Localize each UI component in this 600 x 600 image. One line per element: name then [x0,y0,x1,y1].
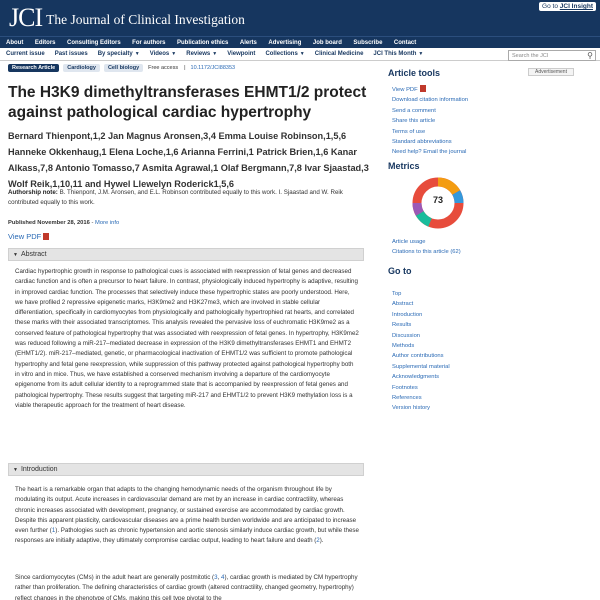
nav-alerts[interactable]: Alerts [239,39,257,46]
search-icon[interactable]: ⚲ [587,51,593,60]
text-run: Since cardiomyocytes (CMs) in the adult heart are generally postmitotic ( [15,574,215,581]
doi-link[interactable]: 10.1172/JCI88353 [190,65,236,71]
nav-editors[interactable]: Editors [34,39,56,46]
nav-label: Collections [265,51,298,57]
journal-name: The Journal of Clinical Investigation [46,12,245,27]
logo-mark: JCI [9,3,43,32]
goto-version-history[interactable]: Version history [392,405,431,412]
metrics-score: 73 [432,195,443,205]
nav-viewpoint[interactable] [227,51,255,57]
authorship-note [8,188,374,208]
view-pdf-label: View PDF [8,232,42,241]
author-list[interactable]: Bernard Thienpont,1,2 Jan Magnus Aronsen,3,4 Emma Louise Robinson,1,5,6 Hanneke Okkenhaug,1 Elena Loche,1,6 Arianna Ferrini,1 Patrick Brien,1,6 Kanar Alkass,7,8 Antonio Tomasso,7 Asmita Agrawal,1 Olaf Bergmann,7,8 Ivar Sjaastad,3 Wolf Reik,1,10,11 and Hywel Llewelyn Roderick1,5,6 [8,131,369,189]
goto-top[interactable]: Top [392,291,402,297]
goto-references[interactable]: References [392,395,422,402]
tool-standard-abbreviations[interactable]: Standard abbreviations [392,139,452,146]
pdf-icon [420,85,426,92]
nav-job-board[interactable]: Job board [312,39,342,46]
text-run: ), cardiac growth is mediated by CM hypertrophy rather than proliferation. The defining characteristics of cardiac growth (altered contractility, changed geometry, hypertrophy) reflect changes in the phenotype of CMs, making this cell type pivotal to the [15,574,358,600]
nav-label: Clinical Medicine [314,51,364,57]
goto-acknowledgments[interactable]: Acknowledgments [392,374,440,381]
nav-label: Viewpoint [227,51,256,57]
doi-separator: | [184,65,186,71]
authorship-note-text: B. Thienpont, J.M. Aronsen, and E.L. Robinson contributed equally to this work. I. Sjaastad and W. Reik contributed equally to this work. [8,189,343,206]
collapse-triangle-icon: ▼ [13,466,18,473]
goto-introduction[interactable]: Introduction [392,311,423,318]
tool-share-article[interactable]: Share this article [392,118,436,125]
goto-results[interactable]: Results [392,322,412,329]
published-date: Published November 28, 2016 [8,220,90,226]
abstract-section-toggle[interactable] [8,248,364,261]
nav-collections[interactable] [265,51,304,57]
nav-label: JCI This Month [373,51,417,57]
text-run: , [217,574,222,581]
chevron-down-icon: ▼ [134,51,140,57]
introduction-section-toggle[interactable] [8,463,364,476]
nav-publication-ethics[interactable]: Publication ethics [177,39,229,46]
publication-info [8,220,119,226]
chevron-down-icon: ▼ [212,51,218,57]
tool-terms-of-use[interactable]: Terms of use [392,128,426,135]
goto-prefix: Go to [542,3,558,10]
nav-label: Videos [149,51,170,57]
reference-link[interactable]: 3 [214,574,218,581]
nav-advertising[interactable]: Advertising [268,39,302,46]
goto-list [392,289,450,414]
collapse-triangle-icon: ▼ [13,251,18,258]
nav-about[interactable]: About [6,39,24,46]
metrics-heading: Metrics [388,161,420,171]
reference-link[interactable]: 4 [221,574,225,581]
citations-link[interactable]: Citations to this article (62) [392,249,461,256]
article-title: The H3K9 dimethyltransferases EHMT1/2 protect against pathological cardiac hypertrophy [8,84,367,121]
published-separator: - [91,220,96,226]
advertisement-label: Advertisement [528,68,574,76]
goto-discussion[interactable]: Discussion [392,332,421,339]
nav-consulting-editors[interactable]: Consulting Editors [67,39,121,46]
abstract-text: Cardiac hypertrophic growth in response to pathological cues is associated with reexpression of fetal genes and decreased cardiac function and is often a precursor to heart failure. In contrast, physiologically induced hypertrophy is adaptive, resulting in improved cardiac function. The processes that selectively induce these hypertrophic states are poorly understood. Here, we have profiled 2 repressive epigenetic marks, H3K9me2 and H3K27me3, which are involved in stable cellular differentiation, specifically in cardiomyocytes from physiologically and pathologically hypertrophied rat hearts, and correlated these marks with their associated transcriptomes. This analysis revealed the pervasive loss of euchromatic H3K9me2 as a conserved feature of pathological hypertrophy that was associated with reexpression of fetal genes. In hypertrophy, H3K9me2 was reduced following a miR-217–mediated decrease in expression of the H3K9 dimethyltransferases EHMT1 and EHMT2 (EHMT1/2). miR-217–mediated, genetic, or pharmacological inactivation of EHMT1/2 was sufficient to promote pathological hypertrophy and fetal gene reexpression, while suppression of this pathway protected against pathological hypertrophy both in vitro and in mice. Thus, we have established a conserved mechanism involving a departure of the cardiomyocyte epigenome from its adult cellular identity to a reprogrammed state that is accompanied by reexpression of fetal genes and pathological hypertrophy. These results suggest that targeting miR-217 and EHMT1/2 to prevent H3K9 methylation loss is a viable therapeutic approach for the treatment of heart disease. [15,268,359,409]
introduction-paragraph-1 [15,485,359,547]
tool-download-citation[interactable]: Download citation information [392,97,469,104]
journal-logo[interactable] [9,4,245,32]
tool-send-comment[interactable]: Send a comment [392,107,436,114]
category-cardiology[interactable]: Cardiology [63,64,100,72]
nav-clinical-medicine[interactable] [315,51,364,57]
reference-link[interactable]: 2 [316,537,320,545]
nav-past-issues[interactable] [55,51,88,57]
site-header [0,0,600,36]
metrics-links [392,237,461,258]
category-cell-biology[interactable]: Cell biology [104,64,143,72]
article-tags [8,64,235,72]
nav-contact[interactable]: Contact [393,39,417,46]
tool-label: View PDF [392,87,418,93]
nav-videos[interactable] [150,51,177,57]
reference-link[interactable]: 1 [51,527,56,535]
abstract-heading: Abstract [20,251,47,258]
authorship-note-label: Authorship note: [8,189,58,196]
nav-by-specialty[interactable] [98,51,140,57]
article-type-badge[interactable]: Research Article [8,64,59,72]
goto-supplemental-material[interactable]: Supplemental material [392,363,450,370]
nav-reviews[interactable] [186,51,217,57]
view-pdf-link[interactable] [8,232,49,241]
article-tools-list [392,85,468,158]
goto-heading: Go to [388,266,412,276]
tool-email-journal[interactable]: Need help? Email the journal [392,149,467,156]
goto-abstract[interactable]: Abstract [392,301,414,308]
chevron-down-icon: ▼ [418,51,424,57]
goto-insight-button[interactable] [539,2,596,11]
chevron-down-icon: ▼ [299,51,305,57]
nav-label: Reviews [186,51,211,57]
article-usage-link[interactable]: Article usage [392,239,426,245]
pdf-icon [43,233,49,240]
article-tools-heading: Article tools [388,68,441,78]
nav-current-issue[interactable] [6,51,45,57]
text-run: The heart is a remarkable organ that adapts to the changing hemodynamic needs of the organism throughout life by modulating its output. Acute increases in cardiovascular demand are met by an increase in cardiac contractility, whereas chronic increases associated with development, pregnancy, or sustained exercise are accommodated by cardiac growth. Despite this apparent plasticity, cardiovascular diseases are a prime health burden worldwide and are anticipated to increase even further ( [15,486,357,535]
more-info-link[interactable]: More info [95,220,120,226]
nav-label: Past issues [54,51,88,57]
access-status: Free access [148,65,179,71]
introduction-paragraph-2 [15,573,359,600]
introduction-heading: Introduction [20,466,58,473]
nav-subscribe[interactable]: Subscribe [353,39,383,46]
goto-methods[interactable]: Methods [392,343,415,350]
search-placeholder: Search the JCI [512,52,549,59]
nav-label: Current issue [6,51,45,57]
search-input[interactable] [508,50,596,61]
goto-author-contributions[interactable]: Author contributions [392,353,444,360]
nav-label: By specialty [97,51,133,57]
tool-view-pdf[interactable] [392,85,468,95]
nav-for-authors[interactable]: For authors [132,39,166,46]
nav-jci-this-month[interactable] [373,51,423,57]
goto-footnotes[interactable]: Footnotes [392,384,418,391]
primary-nav [0,36,600,48]
text-run: ). [319,537,324,545]
text-run: ). Pathologies such as chronic hypertension and aortic stenosis similarly induce cardiac growth, but while these responses are initially adaptive, they ultimately compromise cardiac output, leading to heart failure and death ( [15,527,359,545]
goto-insight-link[interactable]: JCI Insight [559,3,593,10]
chevron-down-icon: ▼ [171,51,177,57]
